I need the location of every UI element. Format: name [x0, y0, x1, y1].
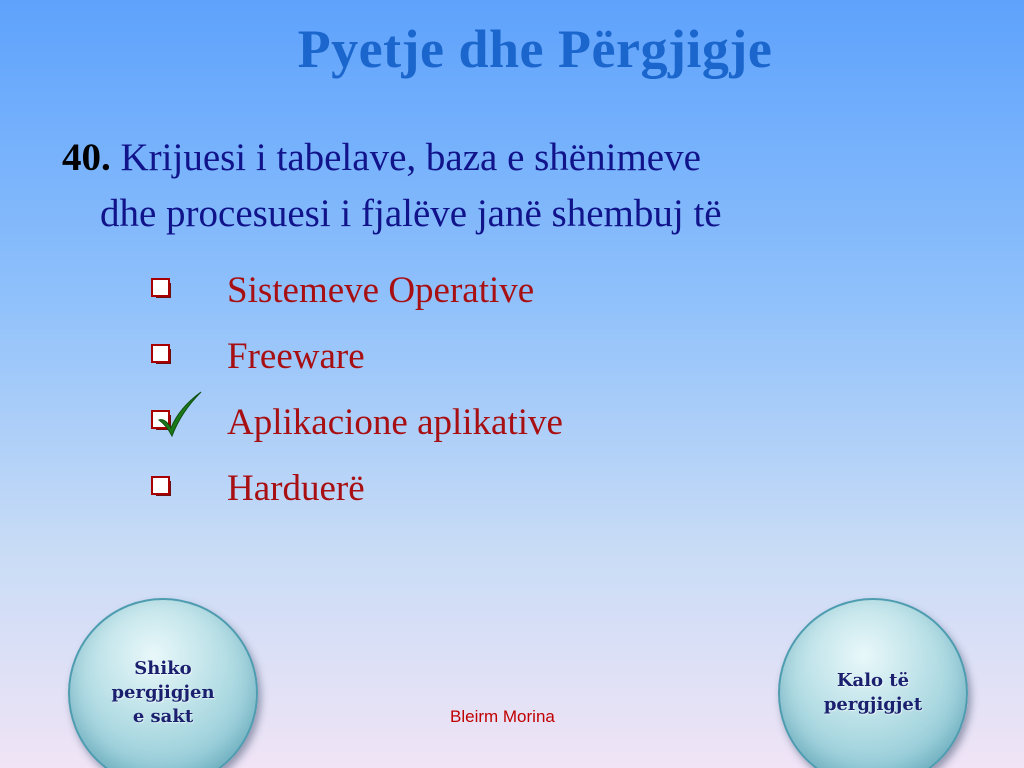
question-text-line-1: Krijuesi i tabelave, baza e shënimeve	[120, 136, 701, 179]
question-text-line-2: dhe procesuesi i fjalëve janë shembuj të	[100, 192, 722, 235]
option-label: Freeware	[227, 335, 365, 377]
slide-title: Pyetje dhe Përgjigje	[297, 19, 773, 79]
question-line-1	[62, 130, 962, 186]
checkbox-icon[interactable]	[151, 476, 175, 500]
question-block	[62, 130, 962, 242]
option-harduere[interactable]	[145, 455, 845, 521]
option-label: Aplikacione aplikative	[227, 401, 563, 443]
option-label: Harduerë	[227, 467, 365, 509]
checkbox-icon[interactable]	[151, 410, 175, 434]
show-answer-label: Shiko pergjigjen e sakt	[111, 658, 215, 727]
question-number: 40.	[62, 136, 111, 179]
checkbox-icon[interactable]	[151, 278, 175, 302]
option-aplikacione-aplikative[interactable]	[145, 389, 845, 455]
checkbox-icon[interactable]	[151, 344, 175, 368]
next-answers-label: Kalo të pergjigjet	[823, 670, 923, 715]
option-freeware[interactable]	[145, 323, 845, 389]
option-sistemeve-operative[interactable]	[145, 257, 845, 323]
next-answers-button[interactable]	[778, 598, 968, 768]
answer-options	[145, 257, 845, 521]
author-footer: Bleirm Morina	[450, 707, 555, 726]
show-answer-button[interactable]	[68, 598, 258, 768]
option-label: Sistemeve Operative	[227, 269, 535, 311]
checkmark-icon	[155, 390, 205, 440]
